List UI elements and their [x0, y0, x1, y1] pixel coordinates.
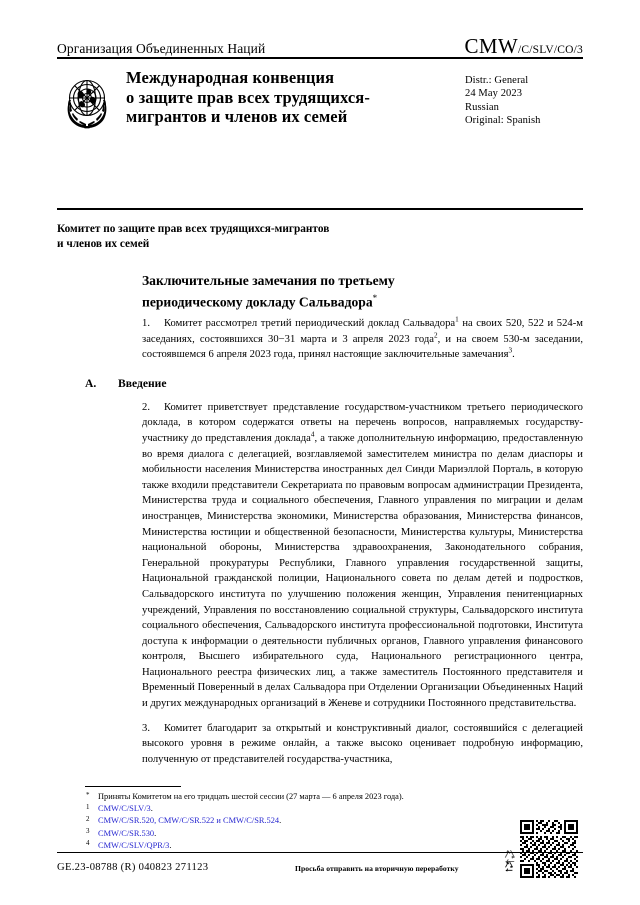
footnote-4-mark: 4 [86, 839, 90, 848]
footnote-asterisk-mark: * [86, 790, 90, 799]
paragraph-3-text: Комитет благодарит за открытый и конструктивный диалог, состоявшийся с делегацией высокого уровня в режиме онлайн, а также высоко оценивает подробную информацию, полученную от представителей государства-участника, [142, 722, 583, 765]
document-date: 24 May 2023 [465, 88, 523, 100]
title-footnote-marker: * [372, 292, 378, 303]
recycle-icon [503, 860, 516, 873]
document-symbol-main: CMW [464, 34, 518, 58]
masthead [57, 34, 583, 59]
document-language: Russian [465, 101, 499, 113]
footnote-2-tail: . [279, 816, 282, 826]
paragraph-2-text-a: Комитет приветствует представление государством-участником третьего периодического доклада, в котором содержатся ответы на перечень вопросов, направляемых государству-участнику до представления доклада [142, 401, 583, 444]
convention-title-line2: о защите прав всех трудящихся- [126, 87, 370, 107]
footnote-1 [85, 803, 505, 815]
section-a-title: Введение [118, 376, 167, 390]
recycle-note: Просьба отправить на вторичную переработку [295, 864, 459, 873]
footnote-1-mark: 1 [86, 802, 90, 811]
footnote-ref-1[interactable]: 1 [455, 315, 459, 324]
document-symbol [465, 34, 583, 59]
document-body [85, 316, 583, 776]
paragraph-1-text-b: на своих 520, 522 и 524-м заседаниях, состоявшихся 30−31 марта и 3 апреля 2023 года [142, 318, 583, 345]
footnote-3-tail: . [154, 828, 157, 838]
section-heading-a [85, 377, 583, 390]
paragraph-1-text-c: , и на своем 530-м заседании, состоявшемся 6 апреля 2023 года, принял настоящие заключительные замечания [142, 333, 583, 361]
convention-title-line3: мигрантов и членов их семей [126, 107, 348, 126]
distribution-block [465, 68, 583, 128]
section-a-letter: A. [85, 376, 97, 390]
distribution-type: Distr.: General [465, 75, 529, 86]
page-title-line1: Заключительные замечания по третьему [142, 273, 395, 288]
committee-name-line2: и членов их семей [57, 237, 150, 250]
paragraph-2 [85, 400, 583, 712]
paragraph-3-number: 3. [142, 722, 150, 734]
page-footer [57, 858, 583, 880]
paragraph-1-text-a: Комитет рассмотрел третий периодический доклад Сальвадора [164, 318, 456, 329]
footnote-2-mark: 2 [86, 814, 90, 823]
footnote-4-tail: . [169, 840, 172, 850]
footnote-4 [85, 840, 505, 852]
paragraph-1-text-d: . [512, 349, 515, 361]
masthead-top-rule [57, 57, 583, 59]
footnote-3 [85, 828, 505, 840]
original-language: Original: Spanish [465, 115, 541, 127]
footnote-1-tail: . [150, 804, 153, 814]
footer-separator [57, 852, 583, 853]
convention-title-line1: Международная конвенция [126, 68, 335, 87]
paragraph-1 [85, 316, 583, 363]
footnote-2-link[interactable]: CMW/C/SR.520, CMW/C/SR.522 и CMW/C/SR.524 [98, 816, 280, 826]
paragraph-2-number: 2. [142, 401, 150, 413]
page-title-line2-text: периодическому докладу Сальвадора [142, 294, 373, 310]
footnote-2 [85, 815, 505, 827]
title-block [57, 68, 583, 134]
footnote-ref-4[interactable]: 4 [310, 430, 315, 439]
paragraph-1-number: 1. [142, 318, 150, 329]
committee-name [57, 222, 487, 251]
convention-title [117, 68, 465, 127]
footnote-separator [85, 786, 181, 787]
document-symbol-sub: /C/SLV/CO/3 [517, 44, 583, 56]
footnote-asterisk [85, 791, 505, 803]
footnote-list [85, 791, 505, 852]
footnote-asterisk-text: Приняты Комитетом на его тридцать шестой сессии (27 марта — 6 апреля 2023 года). [98, 792, 404, 801]
masthead-bottom-rule [57, 208, 583, 210]
paragraph-2-text-b: , а также дополнительную информацию, предоставленную во время диалога с делегацией, возглавляемой заместителем министра по делам диаспоры и мобильности населения Министерства иностранных дел Синди Мариэллой Порталь, в которую также входили представители Секретариата по правовым вопросам администрации Президента, Министерства труда и социального обеспечения, Главного управления по миграции и делам иностранцев, Министерства экономики, Министерства образования, Министерства финансов, Министерства юстиции и общественной безопасности, Министерства культуры, Министерства национальной обороны, Министерства здравоохранения, Законодательного собрания, Генеральной прокуратуры Республики, Главного управления государственной защиты, Национальной гражданской полиции, Национального совета по делам детей и подростков, Сальвадорского института по улучшению положения женщин, Управления пенитенциарных учреждений, Управления по восстановлению социальной структуры, Сальвадорского института социального обеспечения, Сальвадорского института профессиональной подготовки, Института доступа к информации о деятельности публичных органов, Главного управления финансового контроля, Высшего избирательного суда, Национального регистрационного центра, Национального реестра физических лиц, а также заместитель Постоянного представителя и Временный Поверенный в делах Сальвадора при Отделении Организации Объединенных Наций и других международных организаций в Женеве и сотрудники Постоянного представительства. [142, 432, 583, 710]
footnote-ref-3[interactable]: 3 [508, 346, 513, 355]
page-title [142, 272, 542, 311]
footnote-4-link[interactable]: CMW/C/SLV/QPR/3 [98, 840, 170, 850]
footnote-3-mark: 3 [86, 827, 90, 836]
job-number: GE.23-08788 (R) 040823 271123 [57, 862, 209, 873]
page-title-line2 [142, 290, 542, 311]
footnote-3-link[interactable]: CMW/C/SR.530 [98, 828, 155, 838]
paragraph-3 [85, 721, 583, 768]
un-emblem-icon [57, 72, 117, 134]
organization-name: Организация Объединенных Наций [57, 41, 266, 56]
footnote-ref-2[interactable]: 2 [434, 331, 438, 340]
footnote-1-link[interactable]: CMW/C/SLV/3 [98, 804, 151, 814]
committee-name-line1: Комитет по защите прав всех трудящихся-мигрантов [57, 223, 330, 235]
